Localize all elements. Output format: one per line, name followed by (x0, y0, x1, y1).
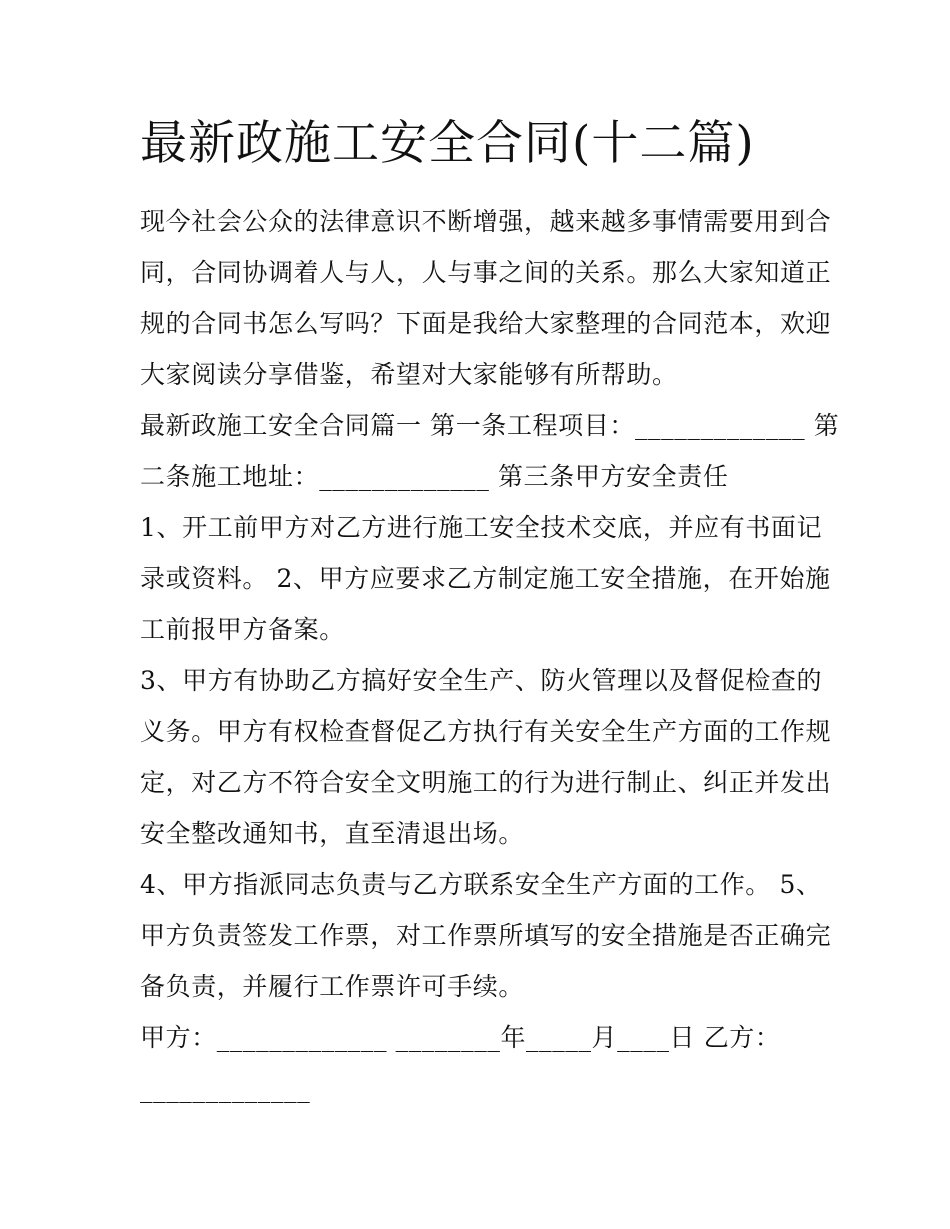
clause-2-line-2: 工前报甲方备案。 (140, 615, 345, 644)
clause-5-line-2: 备负责，并履行工作票许可手续。 (140, 972, 525, 1001)
clause-3-line-2: 义务。甲方有权检查督促乙方执行有关安全生产方面的工作规 (140, 717, 832, 746)
clause-1-line-2: 录或资料。 2、甲方应要求乙方制定施工安全措施，在开始施 (140, 564, 831, 593)
intro-line-4: 大家阅读分享借鉴，希望对大家能够有所帮助。 (140, 360, 678, 389)
clause-3-line-4: 安全整改通知书，直至清退出场。 (140, 819, 525, 848)
clause-1-line-1: 1、开工前甲方对乙方进行施工安全技术交底，并应有书面记 (140, 513, 823, 542)
intro-line-3: 规的合同书怎么写吗？下面是我给大家整理的合同范本，欢迎 (140, 309, 832, 338)
intro-line-2: 同，合同协调着人与人，人与事之间的关系。那么大家知道正 (140, 258, 832, 287)
clause-3-line-1: 3、甲方有协助乙方搞好安全生产、防火管理以及督促检查的 (140, 666, 823, 695)
clause-4-line-1: 4、甲方指派同志负责与乙方联系安全生产方面的工作。 5、 (140, 870, 822, 899)
clause-5-line-1: 甲方负责签发工作票，对工作票所填写的安全措施是否正确完 (140, 921, 832, 950)
intro-line-1: 现今社会公众的法律意识不断增强，越来越多事情需要用到合 (140, 207, 832, 236)
section-heading-line-2: 二条施工地址：_____________ 第三条甲方安全责任 (140, 462, 729, 491)
document-title: 最新政施工安全合同(十二篇) (140, 116, 755, 171)
signature-line-1: 甲方：_____________ ________年_____月____日 乙方： (140, 1023, 781, 1052)
section-heading-line-1: 最新政施工安全合同篇一 第一条工程项目：_____________ 第 (140, 411, 840, 440)
signature-line-2: _____________ (140, 1074, 311, 1103)
clause-3-line-3: 定，对乙方不符合安全文明施工的行为进行制止、纠正并发出 (140, 768, 832, 797)
